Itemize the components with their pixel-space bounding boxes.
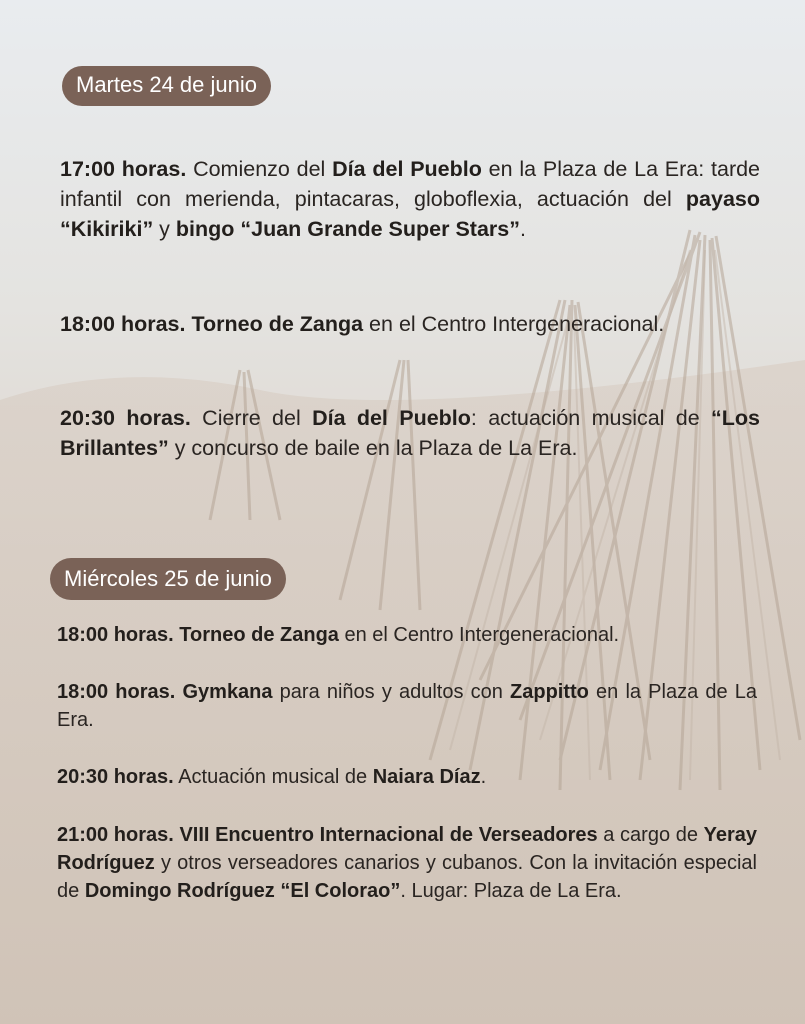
event-highlight: Domingo Rodríguez “El Colorao” [84,880,401,902]
event-highlight: payaso “Kikiriki” [60,187,760,241]
event-text: y [153,217,176,241]
event-time: 20:30 horas. [57,766,174,788]
event-highlight: Naiara Díaz [372,766,481,788]
event-text: : actuación musical de [470,406,712,430]
event-text: en la Plaza de La Era: tarde infantil con merienda, pintacaras, globoflexia, actuación del [60,157,761,211]
event-highlight: Día del Pueblo [312,406,471,430]
event-text: en el Centro Intergeneracional. [338,624,620,646]
event-paragraph [57,763,757,791]
event-time: 18:00 horas. Torneo de Zanga [57,624,339,646]
event-text: a cargo de [597,824,704,846]
event-paragraph [57,621,757,649]
event-text: y otros verseadores canarios y cubanos. Con la invitación especial de [57,852,757,902]
event-text: . [480,766,487,788]
event-highlight: “Los Brillantes” [60,406,761,460]
event-paragraph [60,403,760,463]
day-heading-pill [50,558,286,600]
event-text: Actuación musical de [173,766,373,788]
event-text: Comienzo del [186,157,333,181]
day-heading-pill [62,66,271,106]
event-paragraph [60,309,760,339]
event-text: para niños y adultos con [272,681,511,703]
event-paragraph [60,154,760,244]
event-time: 21:00 horas. VIII Encuentro Internacional de Verseadores [57,824,598,846]
event-text: . [519,217,526,241]
event-text: Cierre del [190,406,313,430]
event-time: 17:00 horas. [60,157,187,181]
day-heading: Martes 24 de junio [76,72,257,97]
day-heading: Miércoles 25 de junio [64,566,272,591]
event-highlight: Yeray Rodríguez [57,824,757,874]
event-time: 18:00 horas. Torneo de Zanga [60,312,364,336]
event-highlight: Día del Pueblo [332,157,482,181]
event-text: . Lugar: Plaza de La Era. [400,880,622,902]
event-text: y concurso de baile en la Plaza de La Era. [168,436,578,460]
event-paragraph [57,678,757,734]
event-highlight: Zappitto [510,681,589,703]
event-text: en la Plaza de La Era. [57,681,757,731]
event-time: 20:30 horas. [60,406,191,430]
event-time: 18:00 horas. Gymkana [57,681,273,703]
event-paragraph [57,821,757,905]
event-text: en el Centro Intergeneracional. [363,312,665,336]
event-highlight: bingo “Juan Grande Super Stars” [175,217,520,241]
